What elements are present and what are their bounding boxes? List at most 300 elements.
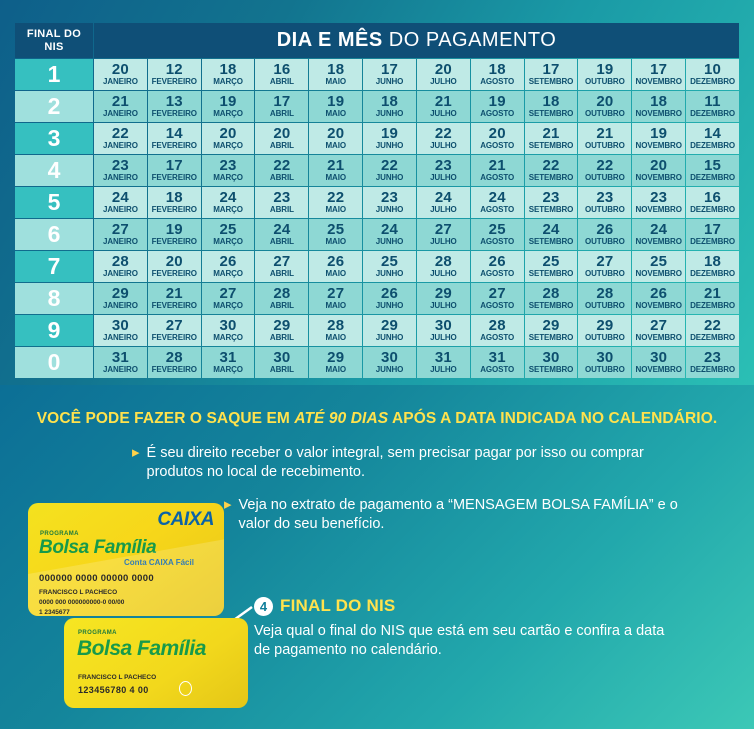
payment-day: 22 <box>542 156 560 174</box>
payment-date-cell <box>686 123 739 154</box>
payment-day: 26 <box>327 252 345 270</box>
card-holder-info <box>39 588 124 616</box>
payment-month: AGOSTO <box>480 173 515 183</box>
payment-month: JULHO <box>430 269 457 279</box>
payment-date-cell <box>417 315 470 346</box>
payment-date-cell <box>686 91 739 122</box>
payment-day: 30 <box>434 316 452 334</box>
calendar-row <box>15 219 739 250</box>
payment-month: MAIO <box>325 109 346 119</box>
payment-day: 16 <box>704 188 722 206</box>
payment-date-cell <box>148 187 201 218</box>
header-final-nis-line2: NIS <box>44 40 64 53</box>
payment-day: 29 <box>327 348 345 366</box>
payment-day: 25 <box>542 252 560 270</box>
payment-date-cell <box>94 59 147 90</box>
payment-month: NOVEMBRO <box>635 205 682 215</box>
payment-month: SETEMBRO <box>528 109 574 119</box>
payment-date-cell <box>363 315 416 346</box>
payment-day: 19 <box>596 60 614 78</box>
payment-date-cell <box>578 219 631 250</box>
payment-date-cell <box>632 123 685 154</box>
payment-month: MARÇO <box>213 237 243 247</box>
payment-month: OUTUBRO <box>584 205 625 215</box>
payment-day: 20 <box>488 124 506 142</box>
payment-month: ABRIL <box>269 205 294 215</box>
card-program-name: Bolsa Família <box>77 637 206 660</box>
card-nis-number: 123456780 4 00 <box>78 685 149 695</box>
payment-date-cell <box>255 219 308 250</box>
payment-day: 21 <box>488 156 506 174</box>
payment-day: 23 <box>111 156 129 174</box>
nis-final-digit-highlight <box>179 681 192 696</box>
payment-month: AGOSTO <box>480 333 515 343</box>
payment-day: 27 <box>650 316 668 334</box>
payment-day: 14 <box>704 124 722 142</box>
payment-date-cell <box>525 187 578 218</box>
calendar-row <box>15 155 739 186</box>
payment-day: 28 <box>327 316 345 334</box>
payment-month: ABRIL <box>269 365 294 375</box>
calendar-row <box>15 315 739 346</box>
payment-date-cell <box>309 123 362 154</box>
payment-date-cell <box>417 251 470 282</box>
payment-date-cell <box>255 251 308 282</box>
payment-month: OUTUBRO <box>584 301 625 311</box>
payment-date-cell <box>417 219 470 250</box>
payment-date-cell <box>202 187 255 218</box>
card-account-type: Conta CAIXA Fácil <box>124 558 194 567</box>
payment-month: AGOSTO <box>480 77 515 87</box>
payment-date-cell <box>255 123 308 154</box>
payment-month: JUNHO <box>375 173 404 183</box>
payment-day: 31 <box>434 348 452 366</box>
card-program-label: PROGRAMA <box>78 630 117 636</box>
payment-month: MARÇO <box>213 301 243 311</box>
payment-day: 24 <box>650 220 668 238</box>
payment-date-cell <box>471 251 524 282</box>
payment-month: FEVEREIRO <box>151 205 197 215</box>
payment-month: AGOSTO <box>480 365 515 375</box>
payment-day: 24 <box>542 220 560 238</box>
payment-month: AGOSTO <box>480 141 515 151</box>
payment-month: JUNHO <box>375 333 404 343</box>
payment-day: 29 <box>273 316 291 334</box>
payment-month: MARÇO <box>213 109 243 119</box>
payment-month: ABRIL <box>269 237 294 247</box>
payment-month: NOVEMBRO <box>635 77 682 87</box>
payment-date-cell <box>578 187 631 218</box>
payment-day: 12 <box>165 60 183 78</box>
nis-final-digit: 0 <box>15 347 93 378</box>
payment-date-cell <box>309 251 362 282</box>
payment-date-cell <box>255 91 308 122</box>
payment-day: 17 <box>650 60 668 78</box>
payment-month: NOVEMBRO <box>635 141 682 151</box>
payment-date-cell <box>148 91 201 122</box>
payment-month: JANEIRO <box>102 205 138 215</box>
payment-day: 27 <box>111 220 129 238</box>
payment-date-cell <box>578 155 631 186</box>
payment-day: 22 <box>596 156 614 174</box>
payment-day: 11 <box>704 92 721 110</box>
payment-day: 20 <box>219 124 237 142</box>
payment-day: 24 <box>488 188 506 206</box>
payment-month: FEVEREIRO <box>151 173 197 183</box>
card-holder-name: FRANCISCO L PACHECO <box>78 674 157 681</box>
payment-date-cell <box>309 59 362 90</box>
payment-month: JANEIRO <box>102 365 138 375</box>
payment-day: 22 <box>381 156 399 174</box>
payment-date-cell <box>309 315 362 346</box>
payment-month: FEVEREIRO <box>151 141 197 151</box>
payment-day: 31 <box>111 348 129 366</box>
payment-day: 21 <box>327 156 345 174</box>
payment-day: 29 <box>434 284 452 302</box>
payment-day: 16 <box>273 60 291 78</box>
payment-date-cell <box>363 155 416 186</box>
payment-day: 28 <box>434 252 452 270</box>
payment-date-cell <box>202 347 255 378</box>
payment-month: JANEIRO <box>102 333 138 343</box>
payment-month: JUNHO <box>375 365 404 375</box>
calendar-row <box>15 251 739 282</box>
payment-month: JANEIRO <box>102 77 138 87</box>
payment-month: JUNHO <box>375 301 404 311</box>
header-final-nis <box>15 23 93 58</box>
header-title <box>94 23 739 58</box>
payment-month: MARÇO <box>213 205 243 215</box>
payment-day: 27 <box>273 252 291 270</box>
payment-month: JULHO <box>430 109 457 119</box>
payment-date-cell <box>148 347 201 378</box>
payment-date-cell <box>94 251 147 282</box>
payment-date-cell <box>686 347 739 378</box>
payment-month: MARÇO <box>213 365 243 375</box>
payment-date-cell <box>255 155 308 186</box>
payment-day: 29 <box>542 316 560 334</box>
payment-month: MAIO <box>325 173 346 183</box>
payment-day: 23 <box>650 188 668 206</box>
payment-month: JULHO <box>430 173 457 183</box>
nis-final-digit: 6 <box>15 219 93 250</box>
payment-month: OUTUBRO <box>584 141 625 151</box>
payment-date-cell <box>363 59 416 90</box>
payment-date-cell <box>255 187 308 218</box>
payment-month: MAIO <box>325 301 346 311</box>
payment-date-cell <box>309 283 362 314</box>
payment-month: MAIO <box>325 333 346 343</box>
payment-month: MAIO <box>325 365 346 375</box>
payment-day: 28 <box>542 284 560 302</box>
arrow-right-icon: ▸ <box>132 444 140 461</box>
payment-day: 14 <box>165 124 183 142</box>
payment-date-cell <box>525 155 578 186</box>
payment-date-cell <box>255 347 308 378</box>
calendar-body <box>15 59 739 378</box>
payment-day: 19 <box>381 124 399 142</box>
payment-day: 30 <box>111 316 129 334</box>
payment-date-cell <box>94 123 147 154</box>
payment-month: MAIO <box>325 269 346 279</box>
payment-month: MARÇO <box>213 77 243 87</box>
payment-day: 22 <box>434 124 452 142</box>
payment-day: 25 <box>219 220 237 238</box>
payment-month: JULHO <box>430 77 457 87</box>
payment-day: 29 <box>111 284 129 302</box>
payment-day: 20 <box>650 156 668 174</box>
payment-date-cell <box>255 59 308 90</box>
payment-day: 30 <box>219 316 237 334</box>
payment-month: MARÇO <box>213 141 243 151</box>
payment-month: JANEIRO <box>102 237 138 247</box>
nis-final-digit: 8 <box>15 283 93 314</box>
nis-final-digit: 5 <box>15 187 93 218</box>
payment-day: 24 <box>273 220 291 238</box>
payment-day: 18 <box>542 92 560 110</box>
payment-day: 24 <box>381 220 399 238</box>
payment-day: 25 <box>381 252 399 270</box>
payment-day: 18 <box>650 92 668 110</box>
payment-day: 20 <box>434 60 452 78</box>
payment-date-cell <box>686 155 739 186</box>
payment-day: 18 <box>381 92 399 110</box>
payment-month: JUNHO <box>375 205 404 215</box>
payment-day: 27 <box>434 220 452 238</box>
payment-day: 23 <box>219 156 237 174</box>
payment-date-cell <box>578 315 631 346</box>
callout-header <box>254 596 714 616</box>
payment-day: 28 <box>596 284 614 302</box>
payment-date-cell <box>363 91 416 122</box>
payment-date-cell <box>417 59 470 90</box>
payment-date-cell <box>148 219 201 250</box>
payment-date-cell <box>471 91 524 122</box>
payment-date-cell <box>94 283 147 314</box>
payment-month: JULHO <box>430 365 457 375</box>
headline-emphasis: ATÉ 90 DIAS <box>294 410 389 427</box>
payment-month: NOVEMBRO <box>635 237 682 247</box>
payment-month: JUNHO <box>375 237 404 247</box>
payment-date-cell <box>578 251 631 282</box>
payment-date-cell <box>686 283 739 314</box>
card-holder-line2: 0000 000 000000000-0 00/00 <box>39 598 125 606</box>
calendar-row <box>15 123 739 154</box>
payment-date-cell <box>202 219 255 250</box>
payment-month: DEZEMBRO <box>690 77 736 87</box>
payment-month: MARÇO <box>213 269 243 279</box>
payment-month: SETEMBRO <box>528 205 574 215</box>
payment-month: DEZEMBRO <box>690 269 736 279</box>
payment-day: 26 <box>381 284 399 302</box>
nis-final-digit: 2 <box>15 91 93 122</box>
nis-final-digit: 1 <box>15 59 93 90</box>
payment-date-cell <box>148 155 201 186</box>
payment-date-cell <box>578 347 631 378</box>
payment-date-cell <box>363 283 416 314</box>
payment-month: SETEMBRO <box>528 301 574 311</box>
payment-date-cell <box>417 91 470 122</box>
payment-day: 28 <box>488 316 506 334</box>
payment-date-cell <box>148 251 201 282</box>
payment-month: DEZEMBRO <box>690 141 736 151</box>
payment-month: JANEIRO <box>102 301 138 311</box>
payment-month: AGOSTO <box>480 269 515 279</box>
header-title-rest: DO PAGAMENTO <box>382 29 557 52</box>
payment-day: 27 <box>165 316 183 334</box>
payment-month: MARÇO <box>213 173 243 183</box>
payment-day: 18 <box>704 252 722 270</box>
payment-month: SETEMBRO <box>528 333 574 343</box>
payment-date-cell <box>525 283 578 314</box>
payment-date-cell <box>525 251 578 282</box>
bullet-text: Veja no extrato de pagamento a “MENSAGEM BOLSA FAMÍLIA” e o valor do seu benefício. <box>238 496 678 532</box>
payment-day: 28 <box>111 252 129 270</box>
payment-day: 21 <box>165 284 183 302</box>
payment-date-cell <box>417 187 470 218</box>
headline-part1: VOCÊ PODE FAZER O SAQUE EM <box>36 410 295 427</box>
payment-month: JULHO <box>430 205 457 215</box>
payment-month: JUNHO <box>375 141 404 151</box>
payment-month: AGOSTO <box>480 205 515 215</box>
payment-day: 30 <box>650 348 668 366</box>
payment-day: 26 <box>650 284 668 302</box>
payment-date-cell <box>94 91 147 122</box>
payment-date-cell <box>632 187 685 218</box>
payment-day: 22 <box>327 188 345 206</box>
payment-date-cell <box>471 347 524 378</box>
payment-date-cell <box>578 91 631 122</box>
payment-month: ABRIL <box>269 269 294 279</box>
payment-date-cell <box>309 347 362 378</box>
payment-date-cell <box>94 315 147 346</box>
nis-final-digit: 7 <box>15 251 93 282</box>
calendar-row <box>15 283 739 314</box>
header-final-nis-line1: FINAL DO <box>26 28 82 40</box>
nis-final-digit: 4 <box>15 155 93 186</box>
payment-date-cell <box>525 91 578 122</box>
payment-day: 24 <box>111 188 129 206</box>
payment-day: 21 <box>111 92 129 110</box>
payment-day: 20 <box>111 60 129 78</box>
payment-day: 17 <box>381 60 399 78</box>
payment-day: 20 <box>273 124 291 142</box>
payment-day: 19 <box>488 92 506 110</box>
payment-month: SETEMBRO <box>528 365 574 375</box>
payment-day: 24 <box>219 188 237 206</box>
payment-day: 27 <box>219 284 237 302</box>
payment-date-cell <box>309 219 362 250</box>
step-number-badge: 4 <box>254 597 273 616</box>
payment-day: 25 <box>488 220 506 238</box>
payment-month: FEVEREIRO <box>151 77 197 87</box>
payment-month: FEVEREIRO <box>151 109 197 119</box>
payment-date-cell <box>632 315 685 346</box>
payment-month: FEVEREIRO <box>151 237 197 247</box>
payment-month: AGOSTO <box>480 237 515 247</box>
payment-month: OUTUBRO <box>584 109 625 119</box>
payment-day: 22 <box>111 124 129 142</box>
payment-month: ABRIL <box>269 109 294 119</box>
payment-day: 21 <box>434 92 452 110</box>
payment-date-cell <box>632 59 685 90</box>
payment-month: MAIO <box>325 237 346 247</box>
payment-month: OUTUBRO <box>584 365 625 375</box>
payment-month: JUNHO <box>375 109 404 119</box>
payment-date-cell <box>202 251 255 282</box>
payment-day: 28 <box>273 284 291 302</box>
payment-date-cell <box>686 187 739 218</box>
card-number: 000000 0000 00000 0000 <box>39 573 154 584</box>
calendar-row <box>15 91 739 122</box>
payment-date-cell <box>94 187 147 218</box>
payment-date-cell <box>94 347 147 378</box>
payment-day: 21 <box>542 124 560 142</box>
payment-day: 20 <box>327 124 345 142</box>
payment-month: ABRIL <box>269 141 294 151</box>
payment-date-cell <box>632 283 685 314</box>
payment-day: 19 <box>219 92 237 110</box>
payment-date-cell <box>686 219 739 250</box>
payment-date-cell <box>148 123 201 154</box>
payment-day: 10 <box>704 60 722 78</box>
payment-date-cell <box>525 219 578 250</box>
payment-day: 30 <box>273 348 291 366</box>
payment-day: 23 <box>273 188 291 206</box>
payment-day: 26 <box>488 252 506 270</box>
payment-month: JANEIRO <box>102 173 138 183</box>
payment-day: 27 <box>488 284 506 302</box>
payment-day: 23 <box>596 188 614 206</box>
payment-date-cell <box>632 219 685 250</box>
payment-date-cell <box>363 251 416 282</box>
payment-day: 19 <box>165 220 183 238</box>
payment-day: 20 <box>165 252 183 270</box>
bullet-item <box>132 444 692 482</box>
payment-month: FEVEREIRO <box>151 301 197 311</box>
payment-day: 23 <box>381 188 399 206</box>
payment-month: DEZEMBRO <box>690 109 736 119</box>
payment-date-cell <box>525 347 578 378</box>
payment-month: ABRIL <box>269 333 294 343</box>
payment-month: SETEMBRO <box>528 77 574 87</box>
payment-day: 29 <box>381 316 399 334</box>
payment-day: 25 <box>650 252 668 270</box>
payment-date-cell <box>202 283 255 314</box>
payment-calendar-table <box>14 22 740 379</box>
payment-month: OUTUBRO <box>584 77 625 87</box>
calendar-header-row <box>15 23 739 58</box>
payment-month: ABRIL <box>269 173 294 183</box>
payment-month: OUTUBRO <box>584 269 625 279</box>
payment-month: JUNHO <box>375 77 404 87</box>
payment-day: 27 <box>327 284 345 302</box>
payment-date-cell <box>202 155 255 186</box>
calendar-row <box>15 187 739 218</box>
payment-day: 19 <box>650 124 668 142</box>
payment-day: 19 <box>327 92 345 110</box>
payment-day: 18 <box>488 60 506 78</box>
payment-month: OUTUBRO <box>584 237 625 247</box>
nis-final-digit: 9 <box>15 315 93 346</box>
bullet-text: É seu direito receber o valor integral, sem precisar pagar por isso ou comprar produtos no local de recebimento. <box>146 445 644 480</box>
payment-day: 29 <box>596 316 614 334</box>
payment-date-cell <box>363 347 416 378</box>
caixa-logo: CAIXA <box>157 509 214 530</box>
payment-date-cell <box>94 219 147 250</box>
payment-date-cell <box>578 283 631 314</box>
payment-date-cell <box>363 123 416 154</box>
